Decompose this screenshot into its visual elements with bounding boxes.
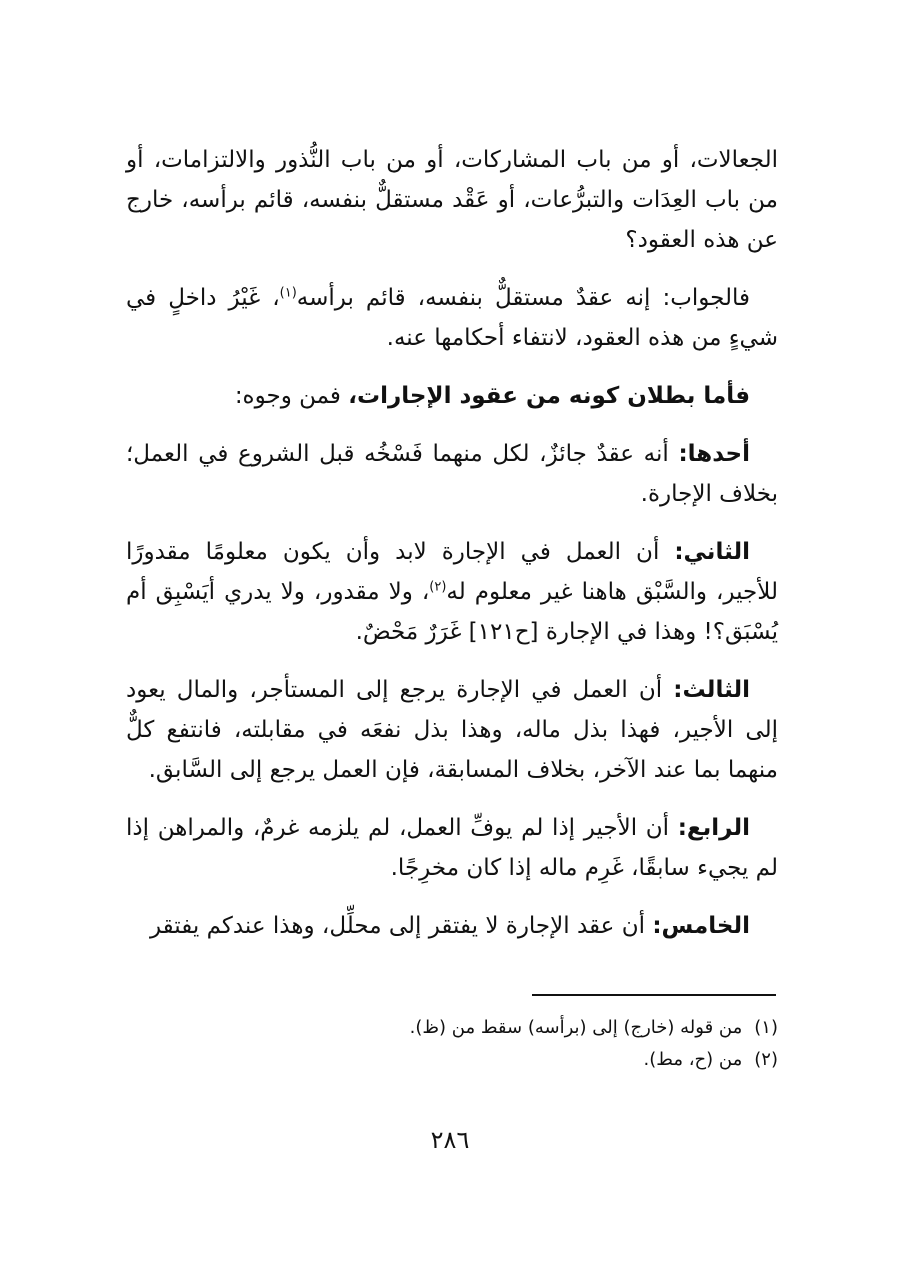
paragraph-5 [126, 532, 778, 652]
footnote-1 [126, 1012, 778, 1044]
section-heading: فأما بطلان كونه من عقود الإجارات، [348, 383, 750, 409]
paragraph-5-text-before: أن العمل في الإجارة لابد وأن يكون معلومًا مقدورًا للأجير، والسَّبْق هاهنا غير معلوم له [126, 539, 778, 605]
page-number: ٢٨٦ [430, 1126, 470, 1154]
paragraph-2 [126, 278, 778, 358]
footnotes [126, 1012, 778, 1076]
paragraph-6-text: أن العمل في الإجارة يرجع إلى المستأجر، والمال يعود إلى الأجير، فهذا بذل ماله، وهذا بذل نفعَه في مقابلته، فانتفع كلٌّ منهما بما عند الآخر، بخلاف المسابقة، فإن العمل يرجع إلى السَّابق. [126, 677, 778, 783]
footnote-2-text: من (ح، مط). [643, 1049, 743, 1070]
paragraph-3 [126, 376, 778, 416]
paragraph-8 [126, 906, 778, 946]
point-label-second: الثاني: [674, 539, 750, 565]
point-label-fifth: الخامس: [652, 913, 750, 939]
section-heading-rest: فمن وجوه: [234, 383, 349, 409]
footnote-1-text: من قوله (خارج) إلى (برأسه) سقط من (ظ). [409, 1017, 743, 1038]
main-text [126, 140, 778, 964]
point-label-first: أحدها: [678, 441, 750, 467]
paragraph-4-text: أنه عقدٌ جائزٌ، لكل منهما فَسْخُه قبل الشروع في العمل؛ بخلاف الإجارة. [126, 441, 778, 507]
paragraph-6 [126, 670, 778, 790]
footnote-1-number: (١) [754, 1017, 778, 1038]
point-label-third: الثالث: [673, 677, 750, 703]
paragraph-2-text-before: فالجواب: إنه عقدٌ مستقلٌّ بنفسه، قائم برأسه [296, 285, 751, 311]
footnote-ref-2: (٢) [429, 579, 447, 595]
paragraph-1-text: الجعالات، أو من باب المشاركات، أو من باب النُّذور والالتزامات، أو من باب العِدَات والتبرُّعات، أو عَقْد مستقلٌّ بنفسه، قائم برأسه، خارج عن هذه العقود؟ [126, 147, 778, 253]
footnote-2-number: (٢) [754, 1049, 778, 1070]
paragraph-1 [126, 140, 778, 260]
footnote-ref-1: (١) [279, 285, 297, 301]
paragraph-2-text-after: ، غَيْرُ داخلٍ في شيءٍ من هذه العقود، لانتفاء أحكامها عنه. [126, 285, 778, 351]
footnote-divider [532, 994, 776, 996]
footnote-2 [126, 1044, 778, 1076]
paragraph-8-text: أن عقد الإجارة لا يفتقر إلى محلِّل، وهذا عندكم يفتقر [149, 913, 653, 939]
paragraph-5-text-after: ، ولا مقدور، ولا يدري أيَسْبِق أم يُسْبَق؟! وهذا في الإجارة [ح١٢١] غَرَرٌ مَحْضٌ. [126, 579, 778, 645]
point-label-fourth: الرابع: [677, 815, 750, 841]
paragraph-7-text: أن الأجير إذا لم يوفِّ العمل، لم يلزمه غرمٌ، والمراهن إذا لم يجيء سابقًا، غَرِم ماله إذا كان مخرِجًا. [126, 815, 778, 881]
paragraph-4 [126, 434, 778, 514]
paragraph-7 [126, 808, 778, 888]
